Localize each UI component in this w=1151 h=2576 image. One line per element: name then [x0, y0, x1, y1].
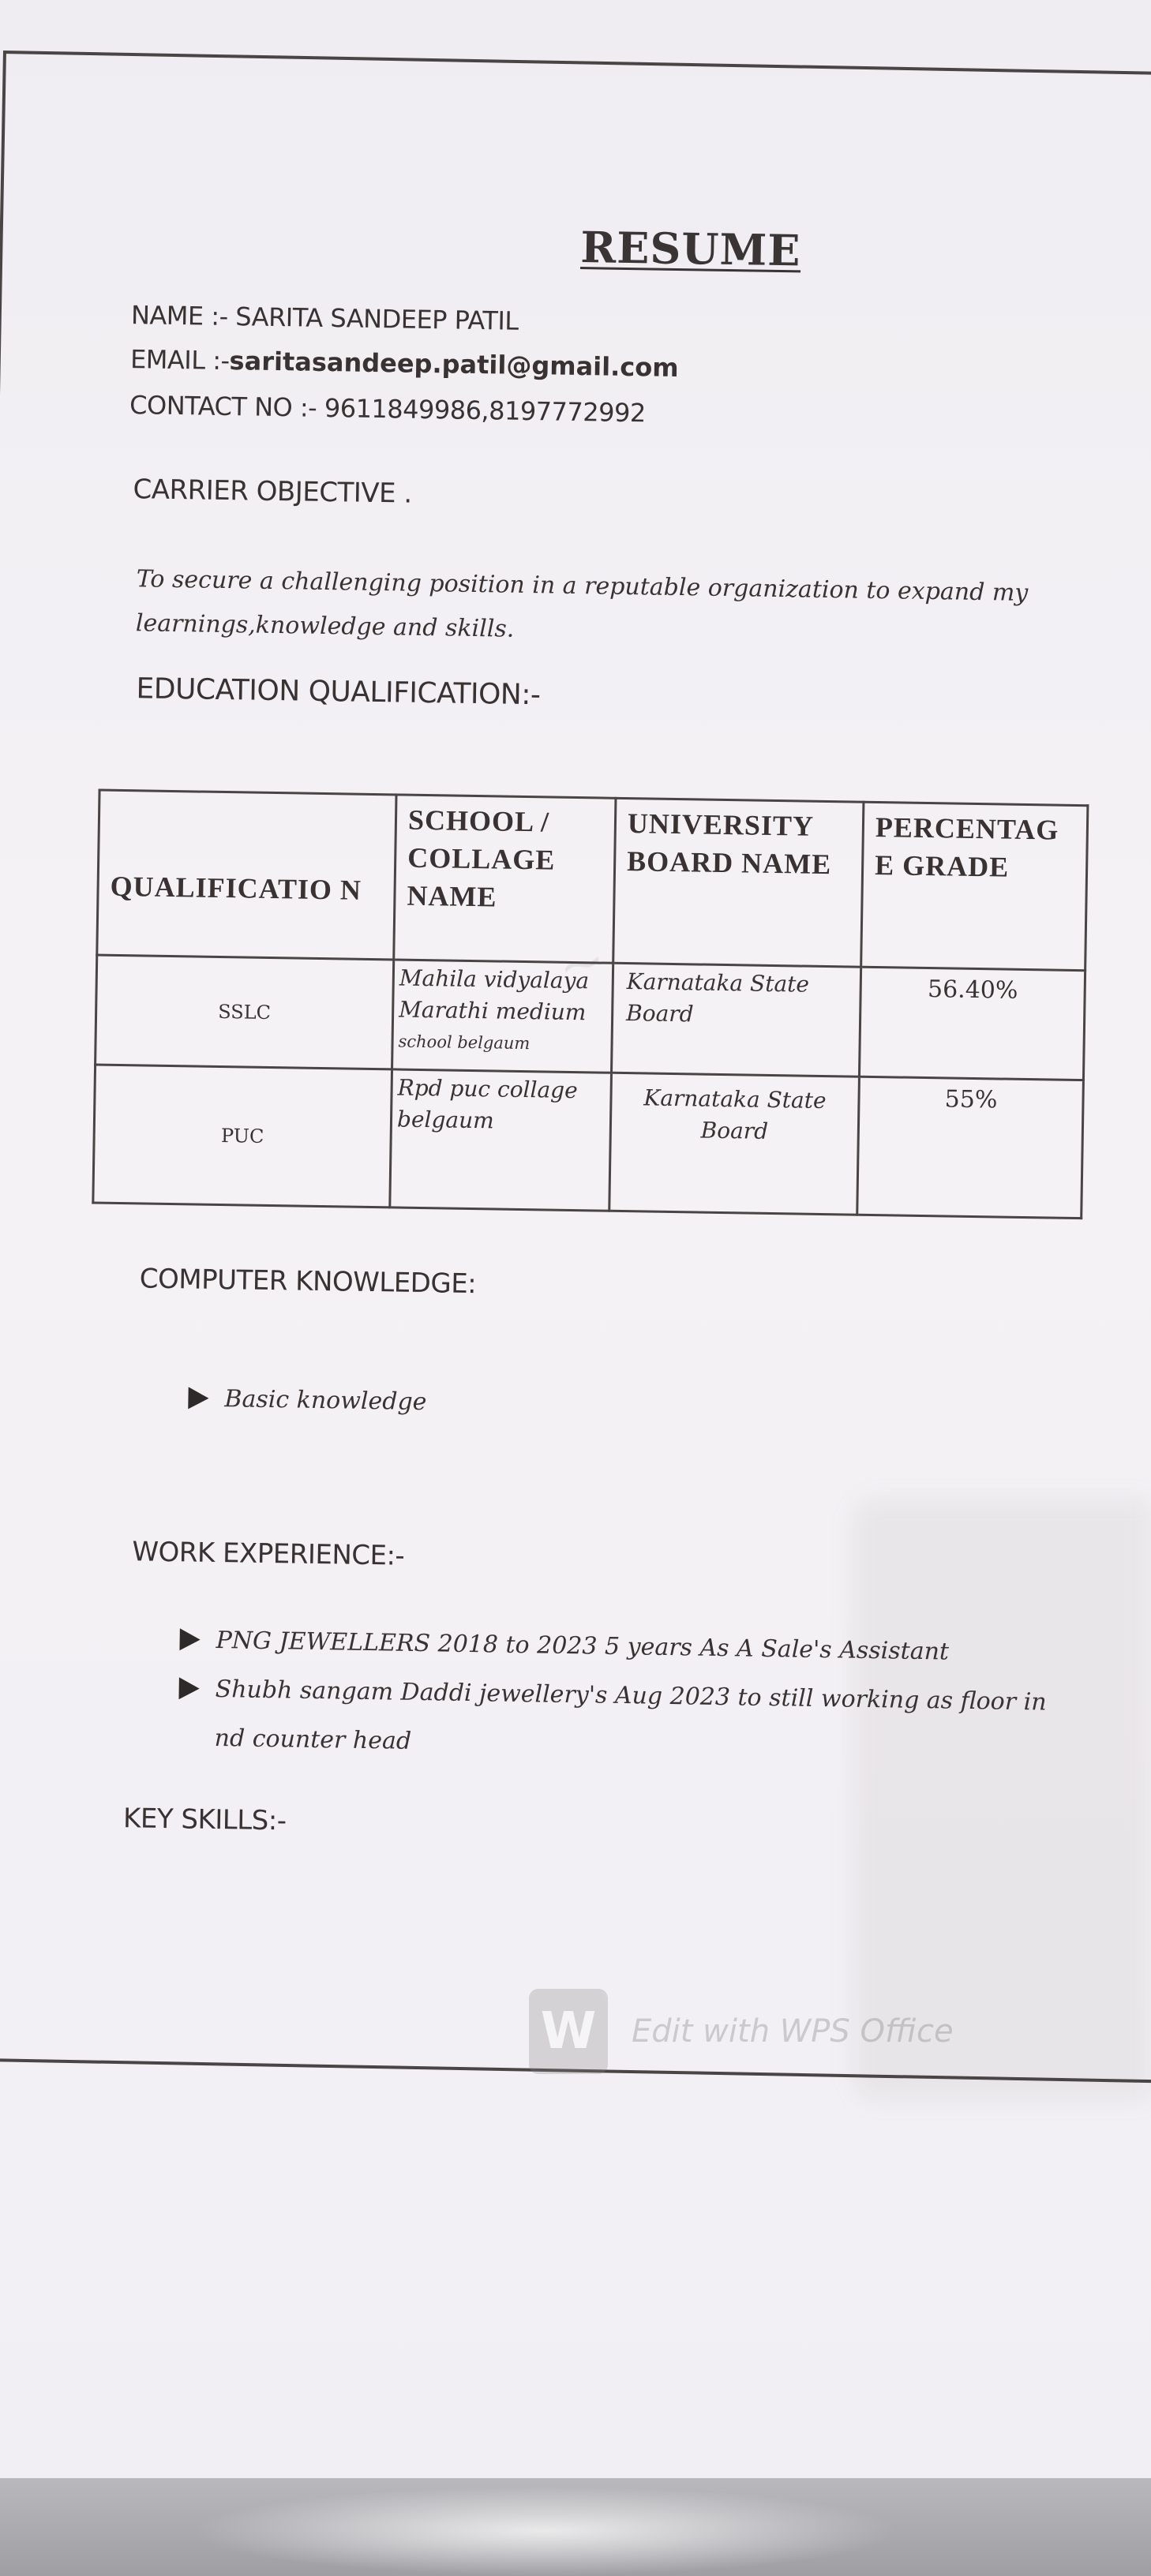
- cell-school: [390, 1069, 612, 1211]
- cell-school: [392, 960, 613, 1073]
- wps-watermark: [529, 1989, 954, 2074]
- list-item-text: Shubh sangam Daddi jewellery's Aug 2023 to still working as floor in: [215, 1675, 1047, 1717]
- education-table: [92, 789, 1089, 1220]
- school-line: Marathi medium: [398, 996, 587, 1026]
- cell-board: Karnataka State Board: [612, 963, 861, 1076]
- email-label: EMAIL :-: [129, 344, 230, 376]
- bullet-arrow-icon: [179, 1628, 200, 1650]
- work-list: [214, 1616, 1048, 1777]
- objective-text: To secure a challenging position in a reputable organization to expand my learnings,knowledge and skills.: [135, 565, 1029, 643]
- education-heading: EDUCATION QUALIFICATION:-: [136, 672, 541, 712]
- school-line: Mahila vidyalaya: [399, 964, 590, 994]
- header-percentage: PERCENTAG E GRADE: [861, 802, 1088, 970]
- table-row: [96, 955, 1085, 1080]
- list-item: [214, 1665, 1047, 1777]
- contact-line: [129, 390, 646, 428]
- surface-highlight: [189, 2486, 900, 2576]
- wps-logo-icon: W: [529, 1989, 608, 2074]
- cell-qualification: PUC: [93, 1065, 392, 1208]
- skills-heading: KEY SKILLS:-: [122, 1803, 287, 1837]
- table-header-row: [97, 790, 1088, 971]
- cell-percentage: 55%: [857, 1076, 1084, 1218]
- cell-board: Karnataka State Board: [609, 1073, 860, 1215]
- cell-percentage: 56.40%: [859, 967, 1085, 1080]
- bullet-arrow-icon: [178, 1677, 199, 1699]
- list-item-continuation: nd counter head: [214, 1724, 412, 1755]
- contact-value: 9611849986,8197772992: [324, 392, 647, 429]
- cell-qualification: SSLC: [96, 955, 394, 1069]
- name-line: [131, 300, 519, 336]
- list-item: [224, 1375, 427, 1427]
- header-qualification: QUALIFICATIO N: [97, 790, 396, 960]
- name-label: NAME :-: [130, 300, 236, 332]
- school-line: Rpd puc collage: [397, 1074, 578, 1104]
- computer-heading: COMPUTER KNOWLEDGE:: [139, 1263, 477, 1301]
- list-item-text: Basic knowledge: [224, 1385, 427, 1417]
- school-line: belgaum: [396, 1106, 494, 1134]
- objective-heading: CARRIER OBJECTIVE .: [133, 474, 413, 510]
- contact-label: CONTACT NO :-: [129, 390, 325, 423]
- table-ghost-text: ~: [551, 926, 612, 1000]
- list-item-text: PNG JEWELLERS 2018 to 2023 5 years As A Sale's Assistant: [216, 1626, 950, 1666]
- school-line: school belgaum: [398, 1032, 531, 1054]
- resume-title: RESUME: [579, 222, 801, 276]
- email-line: [130, 344, 679, 383]
- email-value: saritasandeep.patil@gmail.com: [229, 346, 679, 383]
- computer-list: [224, 1375, 427, 1427]
- watermark-text: Edit with WPS Office: [632, 2013, 954, 2050]
- header-board: UNIVERSITY BOARD NAME: [613, 798, 864, 967]
- table-row: [93, 1065, 1084, 1219]
- work-heading: WORK EXPERIENCE:-: [132, 1536, 405, 1572]
- name-value: SARITA SANDEEP PATIL: [235, 301, 519, 336]
- bullet-arrow-icon: [188, 1387, 208, 1409]
- header-school: SCHOOL / COLLAGE NAME: [394, 795, 616, 963]
